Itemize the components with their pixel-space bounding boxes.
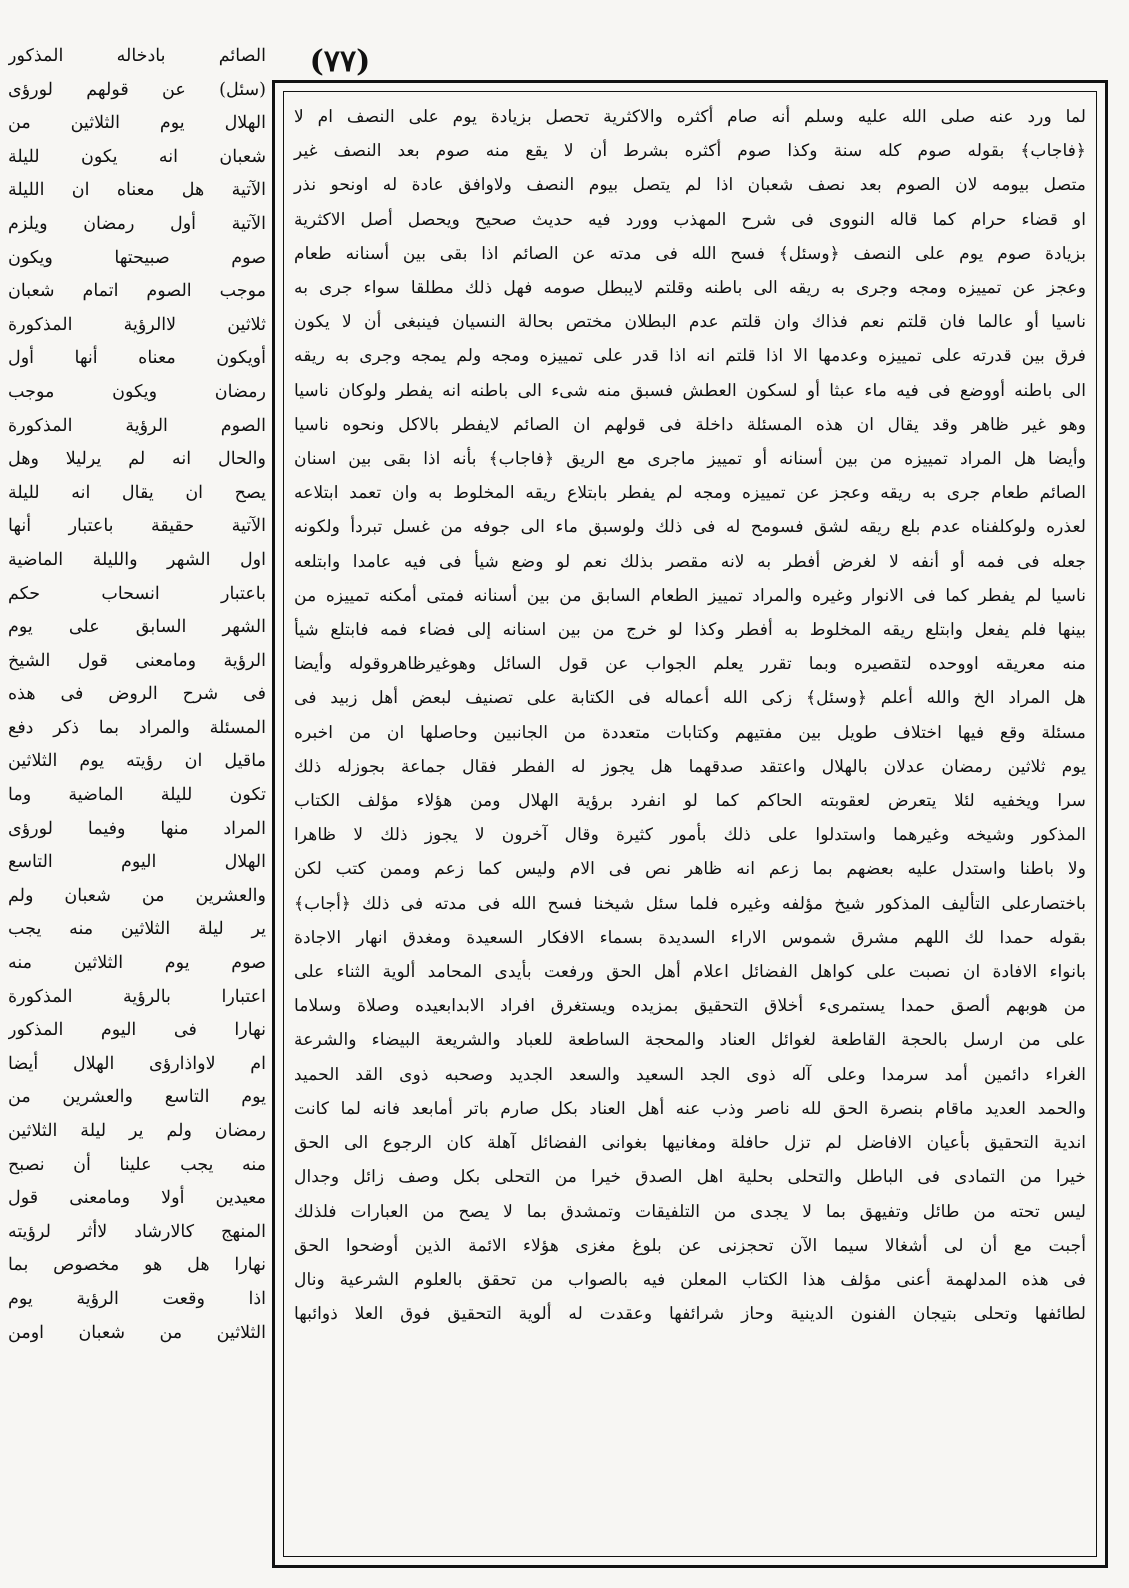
marginal-note-line: يصح ان يقال انه لليلة [8, 482, 266, 503]
main-text-line: باختصارعلى التأليف المذكور شيخ مؤلفه وغيره فلما سئل شيخنا فسح الله فى مدته فى ذلك ﴿أجاب﴾ [294, 893, 1086, 914]
page-number: (٧٧) [309, 44, 371, 79]
marginal-note-line: الآتية حقيقة باعتبار أنها [8, 516, 266, 537]
marginal-note-line: المسئلة والمراد بما ذكر دفع [8, 717, 266, 738]
marginal-note-line: الصائم بادخاله المذكور [8, 46, 266, 66]
marginal-note-line: ير ليلة الثلاثين منه يجب [8, 919, 266, 940]
main-text-line: المذكور وشيخه وغيرهما واستدلوا على ذلك بأمور كثيرة وقال آخرون لا يجوز ذلك لا ظاهرا [294, 825, 1086, 846]
main-text-line: بزيادة صوم يوم على النصف ﴿وسئل﴾ فسح الله فى مدته عن الصائم اذا بقى بين أسنانه طعام [294, 243, 1086, 264]
marginal-note-line: يوم التاسع والعشرين من [8, 1087, 266, 1108]
marginal-note-line: الشهر السابق على يوم [8, 617, 266, 638]
marginal-note-line: تكون لليلة الماضية وما [8, 785, 266, 806]
marginal-note-line: شعبان انه يكون لليلة [8, 146, 266, 167]
marginal-note-line: رمضان ولم ير ليلة الثلاثين [8, 1121, 266, 1141]
marginal-note-line: رمضان ويكون موجب [8, 381, 266, 402]
main-text-line: بينها فلم يفعل وابتلع ريقه المخلوط به أفطر وكذا لو خرج من بين اسنانه إلى فضاء فمه فابتلع شيأ [294, 620, 1086, 641]
main-text-line: وأيضا هل المراد تمييزه من بين أسنانه أو تمييز ماجرى مع الريق ﴿فاجاب﴾ بأنه اذا بقى بين اسنان [294, 449, 1086, 470]
main-text-line: هل المراد الخ والله أعلم ﴿وسئل﴾ زكى الله أعماله فى الكتابة على تصنيف لبعض أهل زبيد فى [294, 688, 1086, 709]
main-text-line: او قضاء حرام كما قاله النووى فى شرح المهذب وورد فيه حديث صحيح ويحصل أصل الاكثرية [294, 209, 1086, 230]
main-text-line: ولا باطنا واستدل عليه بعضهم بما زعم انه ظاهر نص فى الام وليس كما زعم وممن كتب لكن [294, 859, 1086, 880]
marginal-note-line: والحال انه لم يرليلا وهل [8, 449, 266, 470]
marginal-note-line: المراد منها وفيما لورؤى [8, 818, 266, 839]
main-text-line: وعجز عن تمييزه ومجه وجرى به ريقه الى باطنه وقلتم لايبطل صومه فهل ذلك مطلقا سواء جرى به [294, 278, 1086, 299]
marginal-note-line: صوم يوم الثلاثين منه [8, 953, 266, 974]
main-text-line: الغراء دائمين أمد سرمدا وعلى آله ذوى الجد السعيد والسعد الجديد وصحبه ذوى القد الحميد [294, 1064, 1086, 1085]
marginal-note-line: ام لاواذارؤى الهلال أيضا [8, 1053, 266, 1074]
marginal-note-line: نهارا فى اليوم المذكور [8, 1020, 266, 1041]
marginal-note-line: (سئل) عن قولهم لورؤى [8, 79, 266, 100]
main-text-line: لطائفها وتحلى بتيجان الفنون الدينية وحاز شرائفها وعقدت له ألوية التحقيق فوق العلا ذوائبها [294, 1304, 1086, 1325]
marginal-note-line: موجب الصوم اتمام شعبان [8, 281, 266, 302]
main-text-line: وهو غير ظاهر وقد يقال ان هذه المسئلة داخلة فى قولهم ان الصائم لايفطر بالاكل ونحوه ناسيا [294, 414, 1086, 435]
marginal-note-column [8, 40, 266, 1570]
main-text-line: ناسيا لم يفطر كما فى الانوار وغيره والمراد تمييز الطعام السابق من بين أسنانه فمتى أمكنه تمييزه من [294, 585, 1086, 606]
marginal-note-line: اعتبارا بالرؤية المذكورة [8, 986, 266, 1007]
main-text-line: متصل بيومه لان الصوم بعد نصف شعبان اذا لم يتصل بيوم النصف ولاوافق عادة له اونحو نذر [294, 175, 1086, 196]
marginal-note-line: المنهج كالارشاد لاأثر لرؤيته [8, 1221, 266, 1242]
marginal-note-line: صوم صبيحتها ويكون [8, 247, 266, 268]
marginal-note-line: ماقيل ان رؤيته يوم الثلاثين [8, 751, 266, 772]
main-text-line: على من ارسل بالحجة القاطعة لغوائل العناد والمحجة الساطعة للعباد والشريعة البيضاء والشرعة [294, 1030, 1086, 1051]
main-text-line: فى هذه المدلهمة أعنى مؤلف هذا الكتاب المعلن فيه بالصواب من تحقق بالعلوم الشرعية ونال [294, 1269, 1086, 1290]
main-text-line: يوم ثلاثين رمضان عدلان بالهلال واعتقد صدقهما هل يجوز له الفطر فقال جماعة بجوزله ذلك [294, 756, 1086, 777]
marginal-note-line: الآتية هل معناه ان الليلة [8, 180, 266, 201]
main-text-line: خيرا من التمادى فى الباطل والتحلى بحلية اهل الصدق خيرا من التحلى بكل وصف زائل وجدال [294, 1167, 1086, 1188]
marginal-note-line: ثلاثين لاالرؤية المذكورة [8, 314, 266, 335]
marginal-note-line: منه يجب علينا أن نصبح [8, 1154, 266, 1175]
main-text-line: الى باطنه أووضع فى فيه ماء عبثا أو لسكون العطش فسبق منه شىء الى باطنه انه يفطر ولوكان ناسيا [294, 380, 1086, 401]
marginal-note-line: الثلاثين من شعبان اومن [8, 1322, 266, 1343]
main-text-line: بانواء الافادة ان نصبت على كواهل الفضائل اعلام أهل الحق ورفعت بأيدى المحامد ألوية الثناء على [294, 962, 1086, 983]
main-text-line: جعله فى فمه أو أنفه لا لغرض أفطر به لانه مقصر بذلك نعم لو وضع شيأ فى فيه عامدا وابتلعه [294, 551, 1086, 572]
main-text-line: من هوبهم ألصق حمدا يستمرىء أخلاق التحقيق بمزيده ويستغرق افراد الابدابعيده وصلاة وسلاما [294, 996, 1086, 1017]
marginal-note-line: فى شرح الروض فى هذه [8, 684, 266, 705]
main-text-line: والحمد العديد ماقام بنصرة الحق لله ناصر وذب عنه أهل العناد بكل صارم باتر أمابعد فانه لما كانت [294, 1098, 1086, 1119]
main-text-line: أجبت مع أن لى أشغالا سيما الآن تحجزنى عن بلوغ مغزى هؤلاء الائمة الذين أوضحوا الحق [294, 1235, 1086, 1256]
main-text-line: ليس تحته من طائل وتفيهق بما لا يجدى من التلفيقات وتمشدق بما لا يصح من العبارات فلذلك [294, 1201, 1086, 1222]
marginal-note-line: الهلال اليوم التاسع [8, 852, 266, 873]
marginal-note-line: اذا وقعت الرؤية يوم [8, 1288, 266, 1309]
main-text-line: لما ورد عنه صلى الله عليه وسلم أنه صام أكثره والاكثرية تحصل بزيادة يوم على النصف ام لا [294, 107, 1086, 127]
marginal-note-line: والعشرين من شعبان ولم [8, 885, 266, 906]
main-text-line: بقوله حمدا لك اللهم مشرق شموس الاراء السديدة بسماء الافكار السعيدة ومغدق انهار الاجادة [294, 927, 1086, 948]
marginal-note-line: باعتبار انسحاب حكم [8, 583, 266, 604]
main-text-frame-inner [283, 91, 1097, 1557]
marginal-note-line: أويكون معناه أنها أول [8, 348, 266, 369]
main-text-line: فرق بين قدرته على تمييزه وعدمها الا اذا قلتم انه اذا قدر على تمييزه ومجه ولم يمجه وجرى به ريقه [294, 346, 1086, 367]
marginal-note-line: الهلال يوم الثلاثين من [8, 113, 266, 134]
main-text-line: اندية التحقيق بأعيان الافاضل لم تزل حافلة ومغانيها بغوانى الفضائل آهلة كان الرجوع الى الحق [294, 1133, 1086, 1154]
main-text-line: مسئلة وقع فيها اختلاف طويل بين مفتيهم وكتابات متعددة من الجانبين وحاصلها ان من اخبره [294, 722, 1086, 743]
main-text-line: لعذره ولوكلفناه عدم بلع ريقه لشق فسومح له فى ذلك ولوسبق ماء الى جوفه من غسل تبردأ ولكونه [294, 517, 1086, 538]
main-text-line: منه معريقه اووحده لتقصيره وبما تقرر يعلم الجواب عن قول السائل وهوغيرظاهروقوله وأيضا [294, 654, 1086, 675]
main-text-body [294, 100, 1086, 1331]
main-text-line: سرا ويخفيه لئلا يتعرض لعقوبته الحاكم كما لو انفرد برؤية الهلال ومن هؤلاء مؤلف الكتاب [294, 791, 1086, 812]
main-text-line: ﴿فاجاب﴾ بقوله صوم كله سنة وكذا صوم أكثره بشرط أن لا يقع منه صوم بعد النصف غير [294, 141, 1086, 162]
marginal-note-line: الرؤية ومامعنى قول الشيخ [8, 650, 266, 671]
marginal-note-line: اول الشهر والليلة الماضية [8, 549, 266, 570]
marginal-note-line: الصوم الرؤية المذكورة [8, 415, 266, 436]
main-text-line: ناسيا أو عالما فان قلتم نعم فذاك وان قلتم عدم البطلان مختص بحالة النسيان فينبغى أن لا يكون [294, 312, 1086, 333]
marginal-note-line: الآتية أول رمضان ويلزم [8, 213, 266, 234]
marginal-note-line: نهارا هل هو مخصوص بما [8, 1255, 266, 1276]
main-text-frame-outer [272, 80, 1108, 1568]
main-text-line: الصائم طعام جرى به ريقه وعجز عن تمييزه ومجه لم يفطر بابتلاع ريقه المخلوط به وان تعمد ابتلاعه [294, 483, 1086, 504]
marginal-note-line: معيدين أولا ومامعنى قول [8, 1188, 266, 1209]
